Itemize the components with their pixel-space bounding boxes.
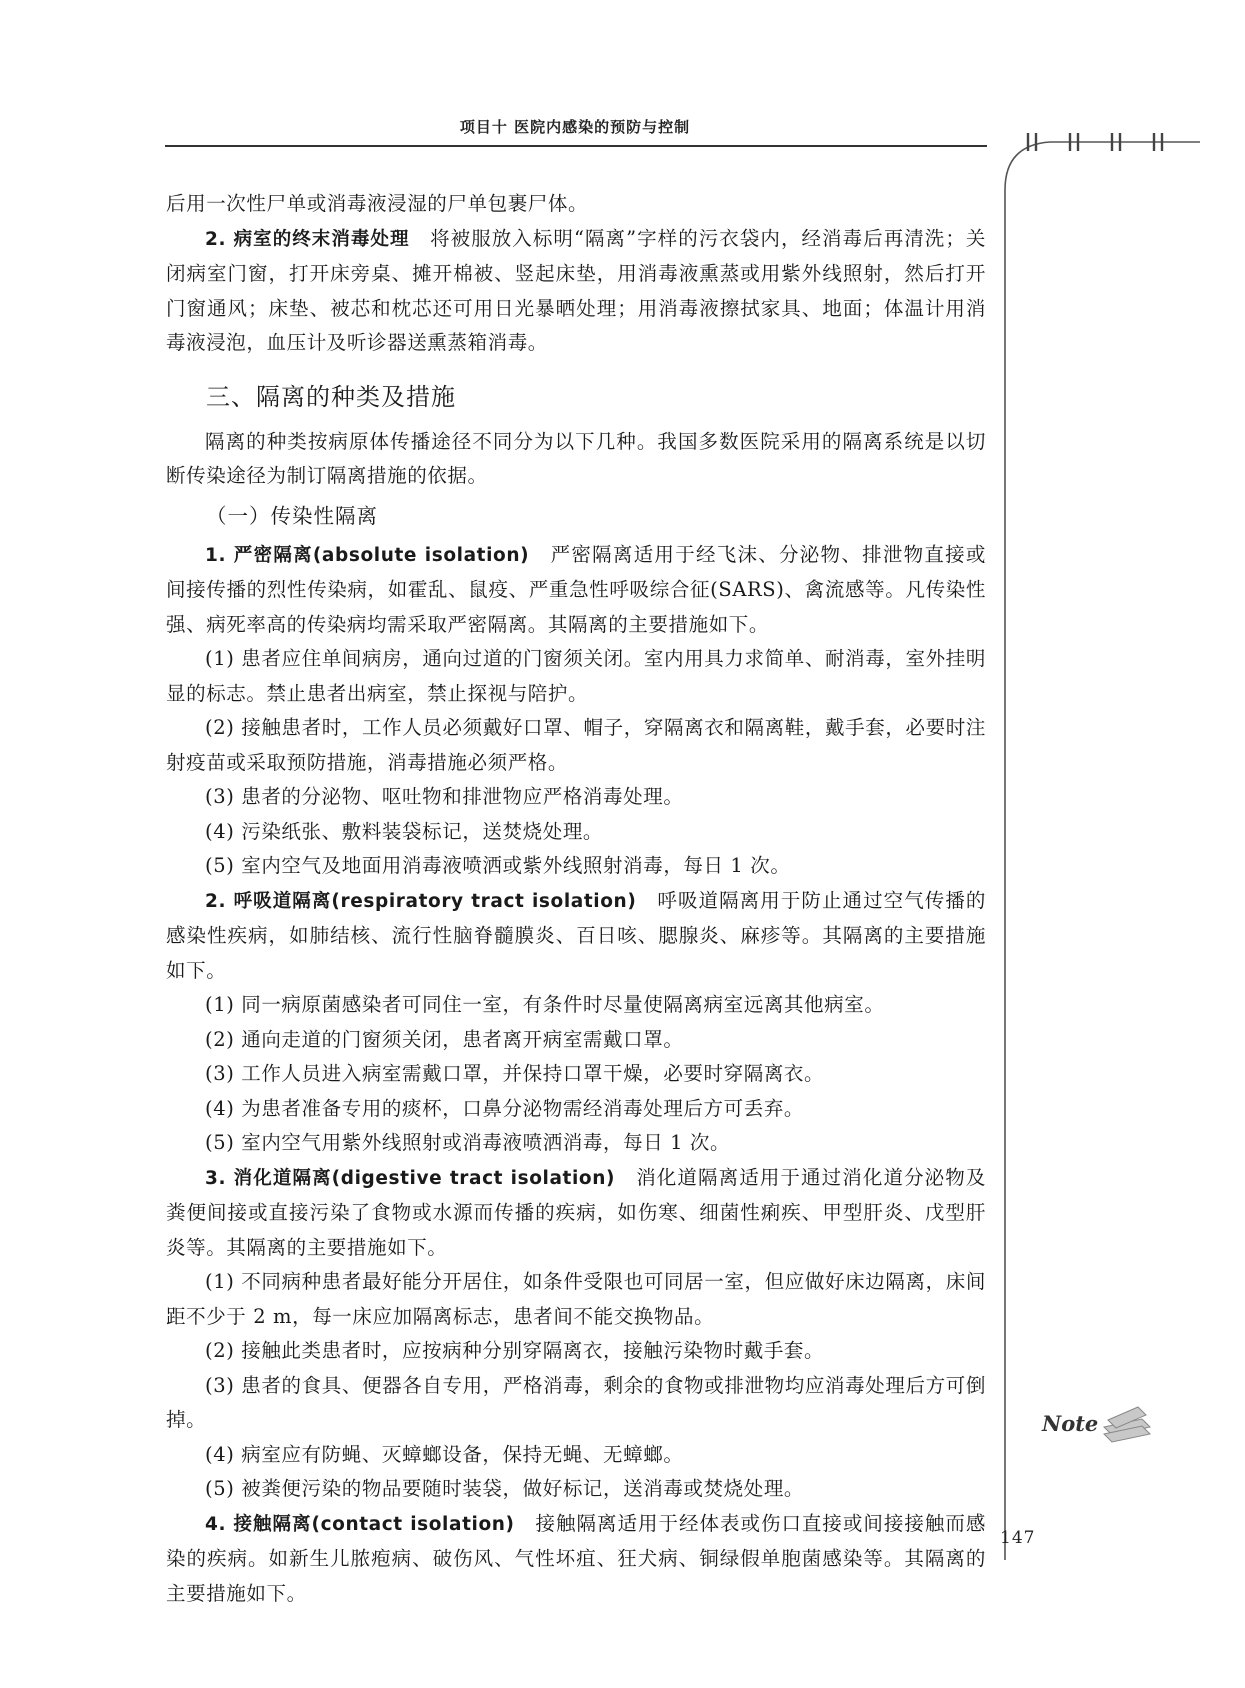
list-item: (5) 室内空气用紫外线照射或消毒液喷洒消毒，每日 1 次。 bbox=[205, 1131, 731, 1154]
item-heading: 1. 严密隔离(absolute isolation) bbox=[205, 544, 530, 566]
item-text: 消化道隔离适用于通过消化道分泌物及粪便间接或直接污染了食物或水源而传播的疾病，如伤寒、细菌性痢疾、甲型肝炎、戊型肝炎等。其隔离的主要措施如下。 bbox=[166, 1165, 986, 1259]
list-item: (3) 患者的分泌物、呕吐物和排泄物应严格消毒处理。 bbox=[205, 785, 684, 808]
list-item: (2) 接触患者时，工作人员必须戴好口罩、帽子，穿隔离衣和隔离鞋，戴手套，必要时注射疫苗或采取预防措施，消毒措施必须严格。 bbox=[166, 716, 986, 774]
paragraph-continued: 后用一次性尸单或消毒液浸湿的尸单包裹尸体。 bbox=[166, 192, 589, 215]
list-item: (2) 通向走道的门窗须关闭，患者离开病室需戴口罩。 bbox=[205, 1027, 684, 1051]
item-text: 呼吸道隔离用于防止通过空气传播的感染性疾病，如肺结核、流行性脑脊髓膜炎、百日咳、腮腺炎、麻疹等。其隔离的主要措施如下。 bbox=[166, 888, 987, 982]
running-head: 项目十 医院内感染的预防与控制 bbox=[459, 118, 691, 136]
item-heading: 2. 病室的终末消毒处理 bbox=[205, 228, 410, 250]
list-item: (1) 不同病种患者最好能分开居住，如条件受限也可同居一室，但应做好床边隔离，床间距不少于 2 m，每一床应加隔离标志，患者间不能交换物品。 bbox=[166, 1270, 986, 1328]
paragraph-terminal-disinfection bbox=[166, 222, 986, 361]
note-logo-text: Note bbox=[1042, 1411, 1099, 1436]
list-item: (1) 同一病原菌感染者可同住一室，有条件时尽量使隔离病室远离其他病室。 bbox=[205, 993, 885, 1016]
paragraph-strict-isolation bbox=[166, 538, 986, 643]
paragraph-contact-isolation bbox=[166, 1507, 986, 1612]
paragraph-respiratory-isolation bbox=[166, 884, 986, 989]
item-text: 严密隔离适用于经飞沫、分泌物、排泄物直接或间接传播的烈性传染病，如霍乱、鼠疫、严重急性呼吸综合征(SARS)、禽流感等。凡传染性强、病死率高的传染病均需采取严密隔离。其隔离的主要措施如下。 bbox=[166, 542, 986, 636]
note-logo bbox=[1041, 1407, 1150, 1442]
list-item: (4) 病室应有防蝇、灭蟑螂设备，保持无蝇、无蟑螂。 bbox=[205, 1442, 684, 1466]
list-item: (1) 患者应住单间病房，通向过道的门窗须关闭。室内用具力求简单、耐消毒，室外挂明显的标志。禁止患者出病室，禁止探视与陪护。 bbox=[166, 647, 986, 705]
item-text: 将被服放入标明“隔离”字样的污衣袋内，经消毒后再清洗；关闭病室门窗，打开床旁桌、摊开棉被、竖起床垫，用消毒液熏蒸或用紫外线照射，然后打开门窗通风；床垫、被芯和枕芯还可用日光暴晒处理；用消毒液擦拭家具、地面；体温计用消毒液浸泡，血压计及听诊器送熏蒸箱消毒。 bbox=[166, 226, 986, 354]
list-item: (5) 被粪便污染的物品要随时装袋，做好标记，送消毒或焚烧处理。 bbox=[205, 1477, 805, 1500]
header-rule bbox=[165, 145, 987, 147]
paragraph-intro: 隔离的种类按病原体传播途径不同分为以下几种。我国多数医院采用的隔离系统是以切断传染途径为制订隔离措施的依据。 bbox=[166, 429, 986, 487]
list-item: (2) 接触此类患者时，应按病种分别穿隔离衣，接触污染物时戴手套。 bbox=[205, 1339, 825, 1362]
list-item: (5) 室内空气及地面用消毒液喷洒或紫外线照射消毒，每日 1 次。 bbox=[205, 854, 791, 877]
list-item: (3) 工作人员进入病室需戴口罩，并保持口罩干燥，必要时穿隔离衣。 bbox=[205, 1062, 825, 1085]
list-item: (3) 患者的食具、便器各自专用，严格消毒，剩余的食物或排泄物均应消毒处理后方可倒掉。 bbox=[166, 1373, 986, 1431]
item-text: 接触隔离适用于经体表或伤口直接或间接接触而感染的疾病。如新生儿脓疱病、破伤风、气性坏疽、狂犬病、铜绿假单胞菌感染等。其隔离的主要措施如下。 bbox=[166, 1511, 986, 1605]
item-heading: 2. 呼吸道隔离(respiratory tract isolation) bbox=[205, 890, 637, 912]
item-heading: 4. 接触隔离(contact isolation) bbox=[205, 1513, 515, 1535]
page-number: 147 bbox=[1000, 1528, 1036, 1548]
paragraph-digestive-isolation bbox=[166, 1161, 986, 1266]
item-heading: 3. 消化道隔离(digestive tract isolation) bbox=[205, 1167, 616, 1189]
page-content bbox=[166, 187, 986, 1611]
margin-decoration bbox=[1000, 130, 1200, 1560]
section-heading: 三、隔离的种类及措施 bbox=[206, 382, 456, 411]
list-item: (4) 为患者准备专用的痰杯，口鼻分泌物需经消毒处理后方可丢弃。 bbox=[205, 1096, 805, 1120]
list-item: (4) 污染纸张、敷料装袋标记，送焚烧处理。 bbox=[205, 819, 604, 843]
book-stack-icon bbox=[1104, 1407, 1150, 1442]
margin-curve bbox=[1005, 142, 1200, 1560]
subsection-heading: （一）传染性隔离 bbox=[206, 503, 378, 528]
